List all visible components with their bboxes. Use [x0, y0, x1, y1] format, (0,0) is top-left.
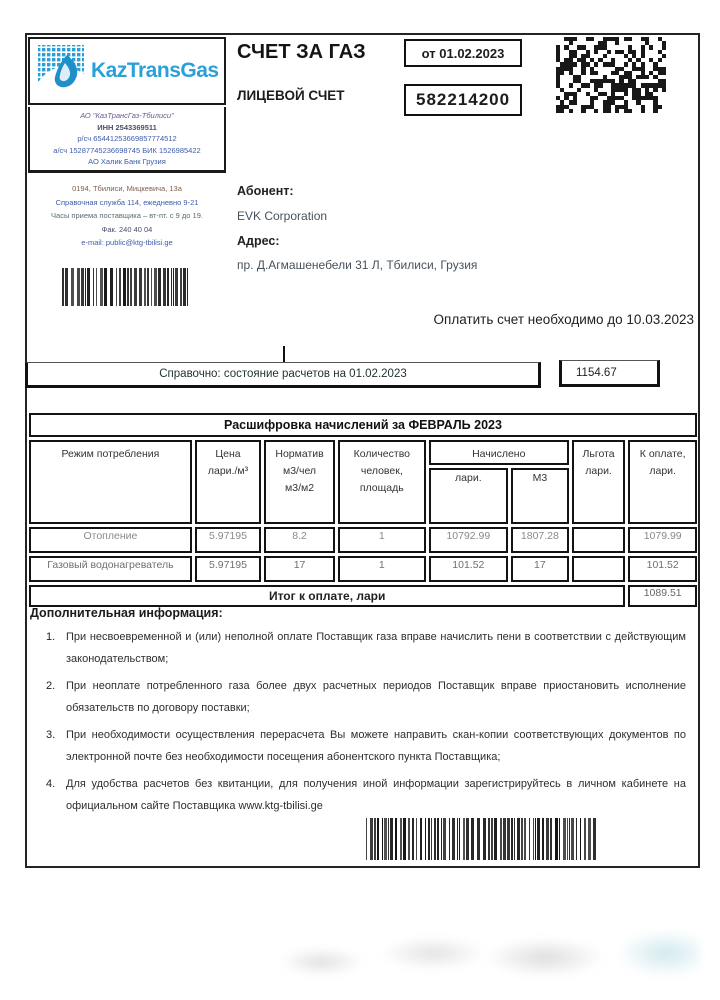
row-norm: 8.2 [264, 527, 335, 553]
payment-due-notice: Оплатить счет необходимо до 10.03.2023 [433, 312, 694, 327]
item-number: 4. [46, 778, 56, 790]
col-header-payable: К оплате, лари. [628, 440, 697, 524]
supplier-helpline: Справочная служба 114, ежедневно 9-21 [55, 197, 199, 207]
list-item [30, 724, 694, 768]
personal-account-number: 582214200 [404, 84, 522, 116]
supplier-account-2: а/сч 15287745236698745 БИК 1526985422 [53, 145, 201, 155]
col-header-accrued-lari: лари. [429, 468, 508, 524]
list-item [30, 626, 694, 670]
scan-watermark-ghost [270, 915, 700, 1000]
supplier-email: e-mail: public@ktg-tbilisi.ge [81, 238, 173, 247]
abonent-label: Абонент: [237, 184, 294, 198]
supplier-fax: Фак. 240 40 04 [101, 224, 153, 234]
customer-address: пр. Д.Агмашенебели 31 Л, Тбилиси, Грузия [237, 258, 478, 272]
reference-status-box: Справочно: состояние расчетов на 01.02.2023 [25, 362, 541, 388]
logo-wordmark: KazTransGas [91, 59, 219, 82]
col-header-accrued-m3: М3 [511, 468, 569, 524]
reference-tick-mark [283, 346, 285, 362]
supplier-inn: ИНН 2543369511 [97, 122, 157, 132]
supplier-hours: Часы приема поставщика – вт-пт. с 9 до 19. [51, 211, 203, 220]
invoice-title: СЧЕТ ЗА ГАЗ [237, 41, 366, 63]
invoice-date-box: от 01.02.2023 [404, 39, 522, 67]
row-qty: 1 [338, 556, 426, 582]
row-mode: Газовый водонагреватель [29, 556, 192, 582]
total-value: 1089.51 [628, 585, 697, 607]
row-accrued-m3: 1807.28 [511, 527, 569, 553]
supplier-account-1: р/сч 65441253669857774512 [77, 134, 177, 143]
row-payable: 1079.99 [628, 527, 697, 553]
row-accrued-lari: 10792.99 [429, 527, 508, 553]
table-row [29, 527, 697, 553]
col-header-benefit: Льгота лари. [572, 440, 626, 524]
item-number: 2. [46, 680, 56, 692]
row-benefit [572, 556, 626, 582]
row-mode: Отопление [29, 527, 192, 553]
item-text: Для удобства расчетов без квитанции, для получения иной информации зарегистрируйтесь в личном кабинете на официальном сайте Поставщика www.ktg-tbilisi.ge [66, 778, 686, 812]
list-item [30, 773, 694, 817]
row-accrued-lari: 101.52 [429, 556, 508, 582]
item-text: При неоплате потребленного газа более двух расчетных периодов Поставщик вправе приостановить исполнение обязательств по договору поставки; [66, 680, 686, 714]
table-title: Расшифровка начислений за ФЕВРАЛЬ 2023 [29, 413, 697, 437]
kaztransgas-flame-icon [37, 43, 87, 100]
row-price: 5.97195 [195, 556, 261, 582]
row-norm: 17 [264, 556, 335, 582]
payment-barcode [366, 818, 696, 860]
abonent-name: EVK Corporation [237, 209, 328, 223]
row-qty: 1 [338, 527, 426, 553]
row-benefit [572, 527, 626, 553]
address-label: Адрес: [237, 234, 280, 248]
row-payable: 101.52 [628, 556, 697, 582]
charges-table [26, 410, 700, 610]
col-header-price: Цена лари./м³ [195, 440, 261, 524]
supplier-street: 0194, Тбилиси, Мицкевича, 13а [72, 184, 182, 193]
list-item [30, 675, 694, 719]
row-price: 5.97195 [195, 527, 261, 553]
supplier-name: АО "КазТрансГаз-Тбилиси" [80, 111, 174, 120]
item-text: При необходимости осуществления перерасчета Вы можете направить скан-копии соответствующих документов по электронной почте без необходимости посещения абонентского пункта Поставщика; [66, 729, 686, 763]
total-label: Итог к оплате, лари [29, 585, 625, 607]
col-header-quantity: Количество человек, площадь [338, 440, 426, 524]
table-row [29, 556, 697, 582]
reference-balance-value: 1154.67 [559, 360, 660, 387]
additional-info-section [30, 606, 694, 822]
additional-info-title: Дополнительная информация: [30, 606, 223, 620]
supplier-bank-details [28, 107, 226, 173]
col-header-mode: Режим потребления [29, 440, 192, 524]
col-header-accrued: Начислено [429, 440, 569, 465]
col-header-norm: Норматив м3/чел м3/м2 [264, 440, 335, 524]
item-number: 1. [46, 631, 56, 643]
account-barcode [62, 268, 190, 306]
supplier-contact-block [28, 182, 226, 250]
supplier-logo-box [28, 37, 226, 105]
personal-account-label: ЛИЦЕВОЙ СЧЕТ [237, 88, 345, 103]
datamatrix-code [556, 37, 666, 113]
item-number: 3. [46, 729, 56, 741]
row-accrued-m3: 17 [511, 556, 569, 582]
item-text: При несвоевременной и (или) неполной оплате Поставщик газа вправе начислить пени в соответствии с действующим законодательством; [66, 631, 686, 665]
supplier-bank-name: АО Халик Банк Грузия [88, 157, 166, 166]
